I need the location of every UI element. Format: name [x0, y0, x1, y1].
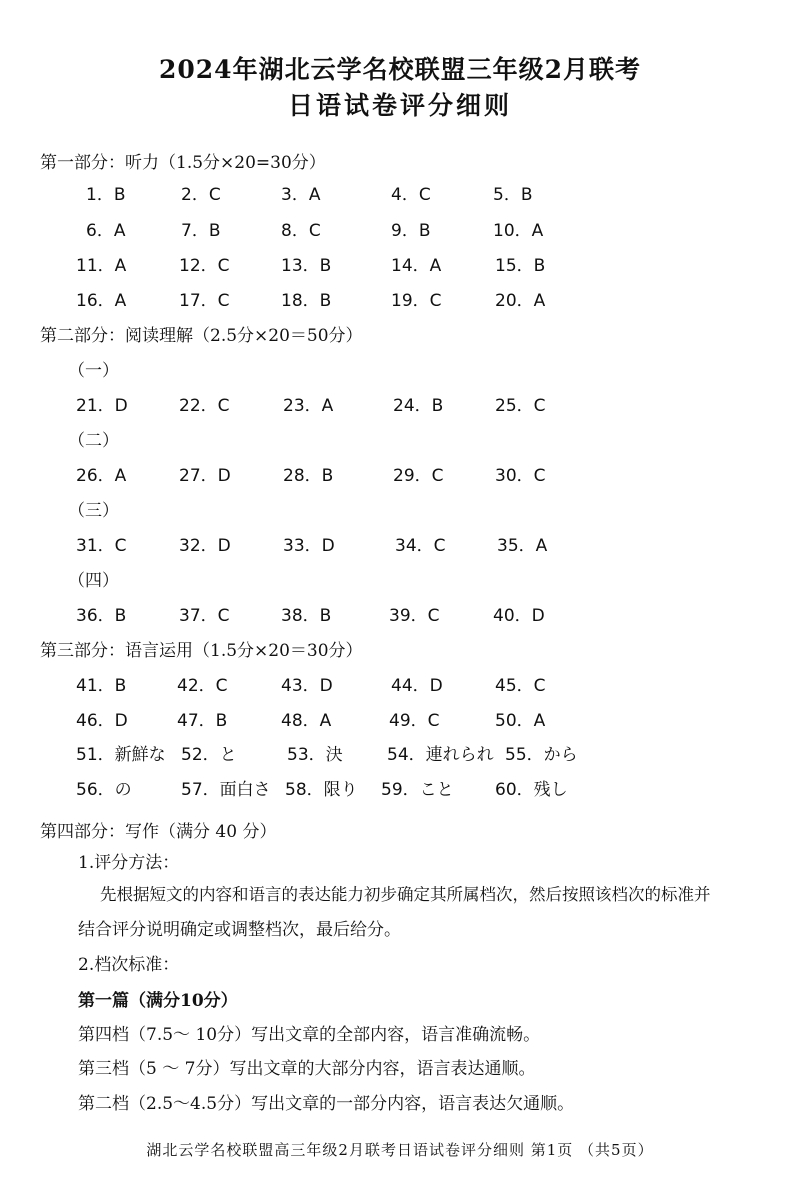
document-subtitle: 日语试卷评分细则	[287, 91, 512, 120]
part3-heading: 第三部分：语言运用（1.5分×20＝30分）	[40, 641, 363, 661]
answer-item: 36．B	[76, 606, 127, 626]
answer-item: 54．連れられ	[387, 745, 494, 765]
answer-item: 44．D	[391, 676, 443, 696]
answer-item: 19．C	[391, 291, 442, 311]
answer-item: 47．B	[177, 711, 228, 731]
answer-item: 27．D	[179, 466, 231, 486]
answer-item: 4．C	[391, 185, 431, 205]
answer-item: 60．残し	[495, 780, 568, 800]
part1-heading: 第一部分：听力（1.5分×20=30分）	[40, 153, 326, 173]
answer-item: 39．C	[389, 606, 440, 626]
answer-item: 32．D	[179, 536, 231, 556]
answer-item: 38．B	[281, 606, 332, 626]
answer-item: 48．A	[281, 711, 332, 731]
answer-item: 23．A	[283, 396, 334, 416]
answer-item: 33．D	[283, 536, 335, 556]
answer-row	[0, 180, 800, 206]
answer-item: 42．C	[177, 676, 228, 696]
answer-item: 25．C	[495, 396, 546, 416]
level-criterion: 第二档（2.5～4.5分）写出文章的一部分内容，语言表达欠通顺。	[78, 1094, 575, 1114]
answer-item: 26．A	[76, 466, 127, 486]
part2-heading: 第二部分：阅读理解（2.5分×20＝50分）	[40, 326, 363, 346]
answer-item: 3．A	[281, 185, 321, 205]
answer-item: 17．C	[179, 291, 230, 311]
answer-row	[0, 671, 800, 697]
answer-item: 6．A	[86, 221, 126, 241]
answer-item: 20．A	[495, 291, 546, 311]
answer-item: 29．C	[393, 466, 444, 486]
answer-item: 34．C	[395, 536, 446, 556]
answer-item: 37．C	[179, 606, 230, 626]
part4-heading: 第四部分：写作（满分 40 分）	[40, 822, 277, 842]
answer-item: 21．D	[76, 396, 128, 416]
answer-row	[0, 461, 800, 487]
answer-row	[0, 740, 800, 766]
answer-item: 18．B	[281, 291, 332, 311]
answer-item: 51．新鮮な	[76, 745, 166, 765]
group-label: （二）	[68, 431, 119, 451]
page-footer: 湖北云学名校联盟高三年级2月联考日语试卷评分细则 第1页 （共5页）	[146, 1141, 654, 1159]
answer-row	[0, 706, 800, 732]
answer-item: 40．D	[493, 606, 545, 626]
answer-row	[0, 251, 800, 277]
answer-item: 7．B	[181, 221, 221, 241]
answer-item: 52．と	[181, 745, 237, 765]
document-title: 2024年湖北云学名校联盟三年级2月联考	[159, 55, 641, 84]
answer-item: 13．B	[281, 256, 332, 276]
answer-item: 5．B	[493, 185, 533, 205]
answer-item: 11．A	[76, 256, 127, 276]
answer-item: 2．C	[181, 185, 221, 205]
group-label: （三）	[68, 501, 119, 521]
answer-item: 15．B	[495, 256, 546, 276]
method-heading: 1.评分方法：	[78, 853, 180, 873]
level-criterion: 第四档（7.5～ 10分）写出文章的全部内容，语言准确流畅。	[78, 1025, 541, 1045]
answer-item: 45．C	[495, 676, 546, 696]
answer-item: 22．C	[179, 396, 230, 416]
answer-item: 55．から	[505, 745, 578, 765]
group-label: （一）	[68, 361, 119, 381]
method-text-line2: 结合评分说明确定或调整档次，最后给分。	[78, 920, 401, 940]
answer-item: 43．D	[281, 676, 333, 696]
answer-row	[0, 601, 800, 627]
answer-item: 24．B	[393, 396, 444, 416]
level-criterion: 第三档（5 ～ 7分）写出文章的大部分内容，语言表达通顺。	[78, 1059, 536, 1079]
answer-item: 10．A	[493, 221, 544, 241]
method-text-line1: 先根据短文的内容和语言的表达能力初步确定其所属档次，然后按照该档次的标准并	[100, 885, 711, 904]
answer-item: 35．A	[497, 536, 548, 556]
answer-item: 46．D	[76, 711, 128, 731]
answer-row	[0, 216, 800, 242]
answer-item: 50．A	[495, 711, 546, 731]
answer-row	[0, 775, 800, 801]
answer-item: 41．B	[76, 676, 127, 696]
levels-heading: 2.档次标准：	[78, 955, 180, 975]
answer-item: 58．限り	[285, 780, 358, 800]
answer-item: 56．の	[76, 780, 132, 800]
answer-item: 12．C	[179, 256, 230, 276]
answer-item: 28．B	[283, 466, 334, 486]
answer-item: 49．C	[389, 711, 440, 731]
answer-item: 59．こと	[381, 780, 454, 800]
answer-item: 53．決	[287, 745, 343, 765]
answer-item: 31．C	[76, 536, 127, 556]
answer-item: 9．B	[391, 221, 431, 241]
group-label: （四）	[68, 571, 119, 591]
answer-item: 30．C	[495, 466, 546, 486]
answer-item: 1．B	[86, 185, 126, 205]
answer-row	[0, 286, 800, 312]
answer-row	[0, 531, 800, 557]
answer-row	[0, 391, 800, 417]
first-piece-heading: 第一篇（满分10分）	[78, 991, 238, 1011]
answer-item: 8．C	[281, 221, 321, 241]
answer-item: 16．A	[76, 291, 127, 311]
answer-item: 14．A	[391, 256, 442, 276]
answer-item: 57．面白さ	[181, 780, 271, 800]
